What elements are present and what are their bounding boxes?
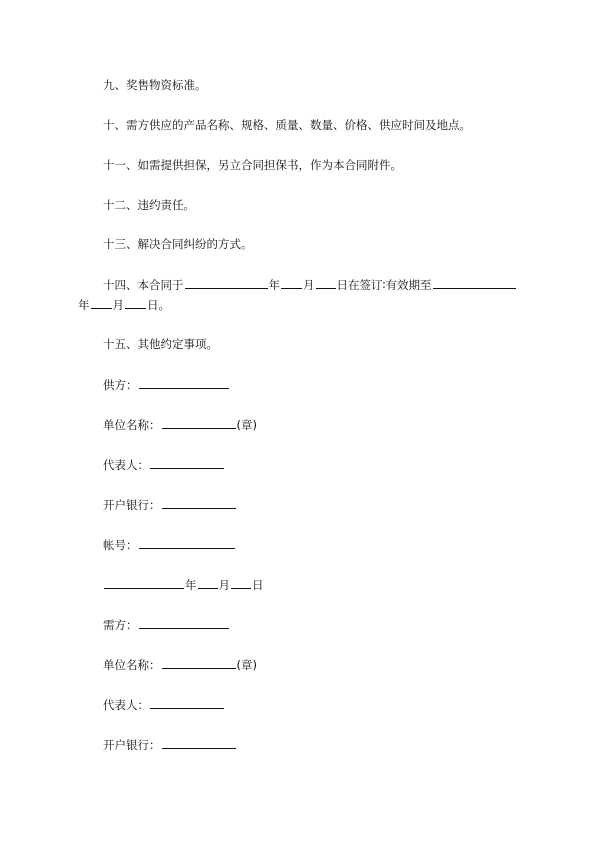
signing-date-month-blank[interactable] — [198, 577, 218, 589]
clause-11: 十一、如需提供担保，另立合同担保书，作为本合同附件。 — [103, 158, 402, 172]
signing-date-year-blank[interactable] — [104, 577, 184, 589]
supplier-bank-row — [0, 497, 595, 512]
supplier-rep-row — [0, 457, 595, 472]
signing-date-year-label: 年 — [185, 578, 197, 592]
supplier-account-row — [0, 537, 595, 552]
supplier-account-label: 帐号： — [103, 538, 138, 552]
clause-14-prefix: 十四、本合同于 — [103, 278, 184, 292]
sign-day-blank[interactable] — [316, 277, 336, 289]
buyer-rep-blank[interactable] — [150, 697, 224, 709]
clause-14-line-1 — [0, 277, 595, 292]
buyer-party-row — [0, 617, 595, 632]
buyer-bank-blank[interactable] — [162, 737, 236, 749]
supplier-rep-label: 代表人： — [103, 458, 149, 472]
sign-year-blank[interactable] — [185, 277, 268, 289]
signing-date-day-blank[interactable] — [231, 577, 251, 589]
buyer-bank-row — [0, 737, 595, 752]
sign-month-blank[interactable] — [281, 277, 302, 289]
supplier-party-label: 供方： — [103, 378, 138, 392]
supplier-seal-label: (章) — [236, 418, 257, 432]
supplier-rep-blank[interactable] — [150, 457, 224, 469]
validity-year-label: 年 — [78, 298, 90, 312]
clause-9: 九、奖售物资标准。 — [103, 78, 207, 92]
buyer-bank-label: 开户银行： — [103, 738, 161, 752]
supplier-account-blank[interactable] — [139, 537, 235, 549]
signing-date-row — [0, 577, 595, 592]
supplier-unit-label: 单位名称： — [103, 418, 161, 432]
buyer-unit-blank[interactable] — [162, 657, 236, 669]
supplier-unit-blank[interactable] — [162, 417, 236, 429]
clause-14-line-2 — [0, 297, 595, 312]
validity-year-blank[interactable] — [433, 277, 516, 289]
validity-day-label: 日。 — [147, 298, 170, 312]
buyer-party-label: 需方： — [103, 618, 138, 632]
buyer-seal-label: (章) — [236, 658, 257, 672]
buyer-party-blank[interactable] — [139, 617, 229, 629]
buyer-rep-row — [0, 697, 595, 712]
validity-day-blank[interactable] — [125, 297, 146, 309]
sign-year-label: 年 — [268, 278, 280, 292]
sign-day-validity-label: 日在签订∶有效期至 — [336, 278, 432, 292]
signing-date-month-label: 月 — [218, 578, 230, 592]
clause-13: 十三、解决合同纠纷的方式。 — [103, 237, 253, 251]
validity-month-blank[interactable] — [91, 297, 112, 309]
supplier-party-blank[interactable] — [139, 377, 229, 389]
clause-15: 十五、其他约定事项。 — [103, 337, 218, 351]
clause-12: 十二、违约责任。 — [103, 198, 195, 212]
supplier-bank-blank[interactable] — [162, 497, 236, 509]
supplier-party-row — [0, 377, 595, 392]
signing-date-day-label: 日 — [252, 578, 264, 592]
clause-10: 十、需方供应的产品名称、规格、质量、数量、价格、供应时间及地点。 — [103, 118, 471, 132]
supplier-unit-row — [0, 417, 595, 432]
supplier-bank-label: 开户银行： — [103, 498, 161, 512]
sign-month-label: 月 — [303, 278, 315, 292]
buyer-unit-label: 单位名称： — [103, 658, 161, 672]
buyer-unit-row — [0, 657, 595, 672]
validity-month-label: 月 — [112, 298, 124, 312]
buyer-rep-label: 代表人： — [103, 698, 149, 712]
